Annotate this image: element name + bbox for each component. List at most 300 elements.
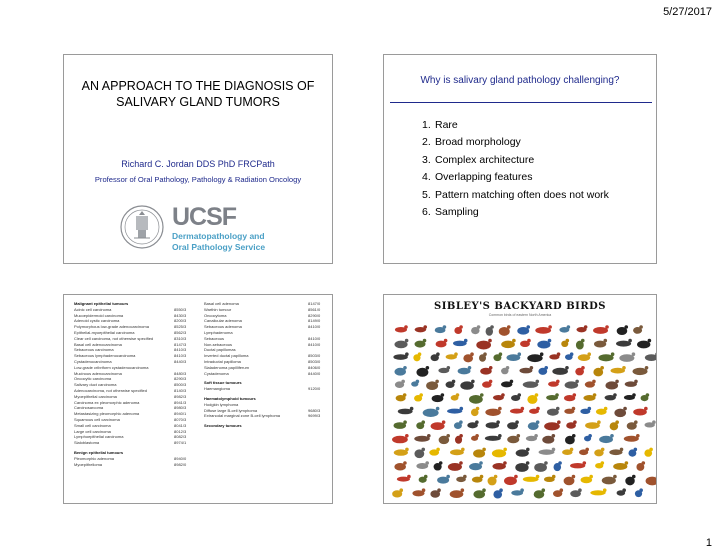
icd-o-code: 8503/0 [308,353,321,359]
bird-icon [566,420,577,428]
item-text: Sampling [435,205,479,218]
bird-icon [458,366,472,374]
bird-icon [453,339,467,346]
tumour-name: Adenoid cystic carcinoma [74,318,120,324]
bird-icon [645,352,656,361]
item-number: 2. [422,136,431,149]
bird-icon [485,407,501,416]
tumour-name: Mucoepidermoid carcinoma [74,312,124,318]
bird-icon [471,325,480,334]
tumour-name: Benign epithelial tumours [74,449,124,455]
slide-title: AN APPROACH TO THE DIAGNOSIS OF SALIVARY GLAND TUMORS [81,79,315,109]
tumour-name: Carcinosarcoma [74,405,104,411]
icd-o-code: 8525/3 [174,324,187,330]
icd-o-code: 8982/3 [174,393,187,399]
bird-icon [431,420,446,430]
icd-o-code: 8070/3 [174,416,187,422]
bird-icon [413,352,421,361]
bird-icon [546,393,559,400]
bird-icon [501,339,516,348]
bird-icon [393,352,408,359]
poster-title: SIBLEY'S BACKYARD BIRDS [433,301,607,312]
bird-icon [576,339,585,350]
tumour-name: Mucinous adenocarcinoma [74,370,122,376]
department-line-1: Dermatopathology and [172,231,265,241]
bird-icon [599,434,614,443]
bird-icon [590,488,606,495]
bird-icon [454,420,463,429]
tumour-name: Lymphadenoma [204,329,233,335]
bird-icon [579,448,589,455]
icd-o-code: 8940/0 [174,455,187,461]
bird-icon [633,325,643,334]
bird-icon [419,475,428,483]
slide-thumbnail-3[interactable] [63,294,333,504]
challenge-item [422,206,609,223]
tumour-name: Oncocytoma [204,312,227,318]
challenge-item [422,154,609,171]
bird-icon [605,393,617,400]
icd-o-code: 8012/3 [174,428,187,434]
bird-icon [624,393,636,400]
bird-icon [476,339,492,350]
bird-icon [426,380,439,390]
bird-icon [396,393,407,401]
item-text: Complex architecture [435,153,535,166]
tumour-name: Myoepithelioma [74,461,103,467]
bird-icon [414,434,430,442]
bird-icon [523,475,540,482]
department-name [172,231,265,253]
bird-icon [564,475,576,485]
author-affiliation: Professor of Oral Pathology, Pathology & Radiation Oncology [94,175,302,184]
icd-o-code: 8550/3 [174,306,187,312]
tumour-name: Canalicular adenoma [204,318,242,324]
slide-thumbnail-1[interactable] [63,54,333,264]
bird-icon [450,488,464,498]
bird-icon [493,393,505,400]
bird-icon [535,325,552,334]
bird-icon [429,448,440,456]
bird-icon [576,325,587,332]
bird-icon [414,393,423,401]
challenge-item [422,136,609,153]
tumour-name: Lymphoepithelial carcinoma [74,434,124,440]
bird-icon [434,461,443,470]
tumour-name: Cystadenoma [204,370,229,376]
bird-icon [398,407,414,414]
bird-icon [549,352,560,359]
bird-icon [619,352,635,361]
bird-icon [507,434,520,443]
bird-icon [614,407,626,417]
bird-icon [516,448,530,457]
bird-icon [486,325,494,336]
bird-icon [534,461,548,472]
department-line-2: Oral Pathology Service [172,242,266,252]
table-row [74,462,192,468]
tumour-name: Non-sebaceous [204,341,233,347]
icd-o-code [308,423,326,429]
icd-o-code: 8561/0 [308,306,321,312]
bird-icon [561,339,569,347]
tumour-name: Sebaceous lymphadenocarcinoma [74,353,136,359]
bird-icon [628,448,637,457]
bird-icon [570,461,586,468]
tumour-name: Sebaceous carcinoma [74,347,114,353]
tumour-name: Intraductal papilloma [204,358,241,364]
icd-o-code: 8974/1 [174,440,187,446]
tumour-name: Adenocarcinoma, not otherwise specified [74,387,147,393]
bird-icon [581,475,593,483]
icd-o-code: 8406/0 [308,364,321,370]
bird-icon [501,366,509,374]
bird-icon [436,339,448,348]
bird-icon [492,461,506,469]
bird-icon [397,475,411,482]
challenge-item [422,189,609,206]
bird-icon [392,434,409,443]
bird-icon [559,325,570,332]
tumour-name: Soft tissue tumours [204,380,242,386]
icd-o-code: 9699/3 [308,413,321,419]
tumour-name: Clear cell carcinoma, not otherwise specified [74,335,154,341]
bird-icon [430,488,440,497]
bird-icon [534,488,545,498]
bird-icon [547,407,560,416]
tumour-name: Sialadenoma papilliferum [204,364,249,370]
tumour-name: Malignant epithelial tumours [74,301,129,306]
slide-thumbnail-2[interactable] [383,54,657,264]
bird-icon [467,420,478,428]
bird-icon [633,407,647,416]
bird-icon [416,420,425,429]
table-row [74,440,192,446]
icd-o-code: 8940/1 [174,411,187,417]
bird-icon [394,366,406,376]
slide-title: Why is salivary gland pathology challenging? [420,75,620,86]
bird-icon [544,475,556,482]
bird-icon [435,325,446,333]
bird-icon [552,366,568,375]
bird-icon [527,393,538,404]
table-row [204,413,326,419]
bird-icon [511,488,524,495]
bird-icon [578,352,591,361]
tumour-name: Cystadenocarcinoma [74,358,112,364]
bird-icon [637,339,651,349]
bird-icon [416,461,429,469]
tumour-name: Epithelial-myoepithelial carcinoma [74,329,135,335]
bird-icon [570,488,581,497]
bird-icon [493,352,502,361]
bird-icon [416,366,429,377]
bird-icon [432,393,445,402]
bird-icon [539,448,556,455]
tumour-name: Metastasizing pleomorphic adenoma [74,411,140,417]
bird-icon [610,420,619,430]
bird-icon [585,380,596,388]
tumour-name: Squamous cell carcinoma [74,416,120,422]
bird-icon [565,352,573,360]
tumour-name: Acinic cell carcinoma [74,306,112,312]
icd-o-code: 8562/3 [174,329,187,335]
tumour-name: Secondary tumours [204,423,242,429]
bird-icon [431,352,440,361]
tumour-name: Oncocytic carcinoma [74,376,112,382]
icd-o-code: 8980/3 [174,405,187,411]
icd-o-code: 8082/3 [174,434,187,440]
bird-icon [472,475,483,483]
item-text: Broad morphology [435,136,521,149]
tumour-name: Basal cell adenoma [204,301,239,306]
bird-icon [499,325,511,336]
bird-icon [415,325,427,332]
bird-icon [605,380,618,390]
bird-icon [463,352,473,362]
author-name: Richard C. Jordan DDS PhD FRCPath [121,159,275,169]
page-number: 1 [705,537,712,549]
table-section-header [204,423,326,429]
bird-icon [501,380,513,388]
icd-o-code: 8041/3 [174,422,187,428]
challenge-item [422,119,609,136]
bird-icon [460,380,474,390]
bird-icon [415,339,427,348]
tumour-name: Haematolymphoid tumours [204,395,256,401]
bird-icon [596,407,608,415]
bird-icon [504,475,518,485]
bird-icon [392,488,403,497]
bird-icon [542,434,555,444]
icd-o-code: 8310/3 [174,335,187,341]
bird-icon [580,407,591,414]
bird-icon [394,461,406,470]
bird-icon [644,448,653,457]
bird-icon [517,325,530,334]
icd-o-code: 8200/3 [174,318,187,324]
bird-icon [641,393,650,401]
tumour-name: Basal cell adenocarcinoma [74,341,122,347]
bird-icon [575,366,584,375]
bird-icon [527,352,543,362]
bird-icon [594,448,604,457]
icd-o-code: 8430/3 [174,312,187,318]
tumour-name: Carcinoma ex pleomorphic adenoma [74,399,140,405]
icd-o-code: 8149/0 [308,318,321,324]
bird-icon [394,420,407,429]
bird-icon [565,380,579,389]
tumour-table-left-column [74,301,192,467]
icd-o-code: 8410/0 [308,341,321,347]
bird-icon [613,461,628,470]
item-number: 5. [422,188,431,201]
icd-o-code: 8500/3 [174,382,187,388]
bird-icon [451,393,460,400]
bird-icon [454,325,462,334]
icd-o-code: 8941/3 [174,399,187,405]
bird-icon [480,366,492,375]
bird-icon [537,339,551,349]
tumour-table-right-column [204,301,326,429]
challenge-list [422,119,609,223]
bird-icon [507,420,519,429]
ucsf-logo: UCSF [172,203,237,231]
bird-icon [447,407,463,414]
icd-o-code: 8140/3 [174,387,187,393]
bird-icon [438,366,450,373]
title-divider [390,102,652,103]
icd-o-code: 8982/0 [174,461,187,467]
bird-icon [437,475,450,484]
tumour-name: Diffuse large B-cell lymphoma [204,407,258,413]
bird-icon [423,407,440,417]
bird-icon [526,434,538,441]
bird-icon [446,380,456,388]
icd-o-code: 8480/3 [174,370,187,376]
item-text: Pattern matching often does not work [435,188,609,201]
poster-subtitle: Common birds of eastern North America [488,313,552,317]
bird-icon [529,407,540,414]
bird-icon [414,448,425,458]
bird-icon [598,352,614,361]
tumour-name: Small cell carcinoma [74,422,111,428]
bird-icon [632,366,648,375]
tumour-name: Extranodal marginal zone B-cell lymphoma [204,413,281,419]
bird-icon [473,488,485,498]
bird-icon [538,366,548,375]
bird-icon [636,461,645,471]
icd-o-code: 8290/3 [174,376,187,382]
bird-icon [450,448,465,456]
bird-icon [564,407,575,414]
bird-icon [482,380,492,388]
bird-icon [486,420,500,428]
tumour-name: Warthin tumour [204,306,232,312]
item-number: 6. [422,205,431,218]
bird-icon [528,420,540,430]
bird-icon [511,393,521,401]
bird-icon [493,488,502,498]
item-number: 3. [422,153,431,166]
icd-o-code: 8410/0 [308,335,321,341]
bird-icon [395,380,405,388]
bird-icon [544,420,560,430]
bird-icon [595,461,604,468]
icd-o-code: 8410/3 [174,347,187,353]
bird-icon [394,339,408,348]
bird-icon [625,380,638,387]
icd-o-code: 8503/0 [308,358,321,364]
bird-icon [411,380,419,387]
icd-o-code: 8290/0 [308,312,321,318]
bird-icon [583,393,596,401]
icd-o-code: 9120/0 [308,386,321,392]
icd-o-code: 9680/3 [308,407,321,413]
bird-icon [585,420,601,428]
bird-icon [455,434,463,444]
bird-icon [616,339,632,347]
tumour-name: Low-grade cribriform cystadenocarcinoma [74,364,149,370]
bird-icon [565,434,576,444]
bird-icon [548,380,560,387]
item-number: 1. [422,119,431,131]
icd-o-code: 8147/0 [308,301,321,306]
bird-icon [515,461,529,472]
bird-icon [625,475,635,486]
bird-icon [473,448,486,458]
bird-icon [506,352,521,361]
bird-icon [584,434,592,441]
bird-icon [439,434,450,444]
bird-icon [394,448,409,456]
bird-icon [469,393,484,403]
bird-icon [448,461,463,471]
tumour-name: Large cell carcinoma [74,428,111,434]
tumour-name: Myoepithelial carcinoma [74,393,117,399]
icd-o-code: 8440/3 [174,358,187,364]
bird-icon [456,475,466,482]
bird-icon [624,434,640,442]
bird-icon [471,407,479,416]
icd-o-code: 8410/0 [308,324,321,330]
bird-icon [617,325,628,335]
bird-icon [412,488,425,496]
tumour-name: Inverted ductal papilloma [204,353,249,359]
icd-o-code: 8410/3 [174,353,187,359]
date-label: 5/27/2017 [663,6,712,18]
item-text: Rare [435,119,458,131]
bird-icon [471,434,479,441]
bird-icon [564,393,576,401]
challenge-item [422,171,609,188]
bird-icon [523,380,539,388]
bird-icon [594,339,607,348]
bird-icon [611,366,626,374]
icd-o-code: 8440/0 [308,370,321,376]
item-number: 4. [422,171,431,184]
bird-icon [593,366,604,376]
bird-icon [519,366,533,373]
bird-icon [562,448,573,455]
table-row [204,386,326,392]
university-seal-icon [120,202,164,252]
bird-icon [488,475,498,486]
tumour-name: Hodgkin lymphoma [204,401,239,407]
bird-icon [593,325,609,334]
tumour-name: Salivary duct carcinoma [74,382,117,388]
bird-icon [554,461,562,471]
slide-thumbnail-4[interactable] [383,294,657,504]
bird-icon [627,420,638,429]
bird-icon [646,475,656,486]
bird-icon [469,461,483,470]
tumour-name: Sebaceous [204,335,225,341]
tumour-name: Haemangioma [204,386,231,392]
tumour-name: Pleomorphic adenoma [74,455,115,461]
bird-icon [617,488,626,495]
bird-icon [644,420,655,427]
bird-icon [395,325,408,332]
bird-icon [492,448,507,458]
bird-icon [520,339,531,347]
bird-icon [510,407,524,414]
bird-illustrations [384,319,656,503]
bird-icon [479,352,487,361]
bird-icon [485,434,502,441]
bird-icon [635,488,643,497]
tumour-name: Ductal papillomas [204,347,236,353]
